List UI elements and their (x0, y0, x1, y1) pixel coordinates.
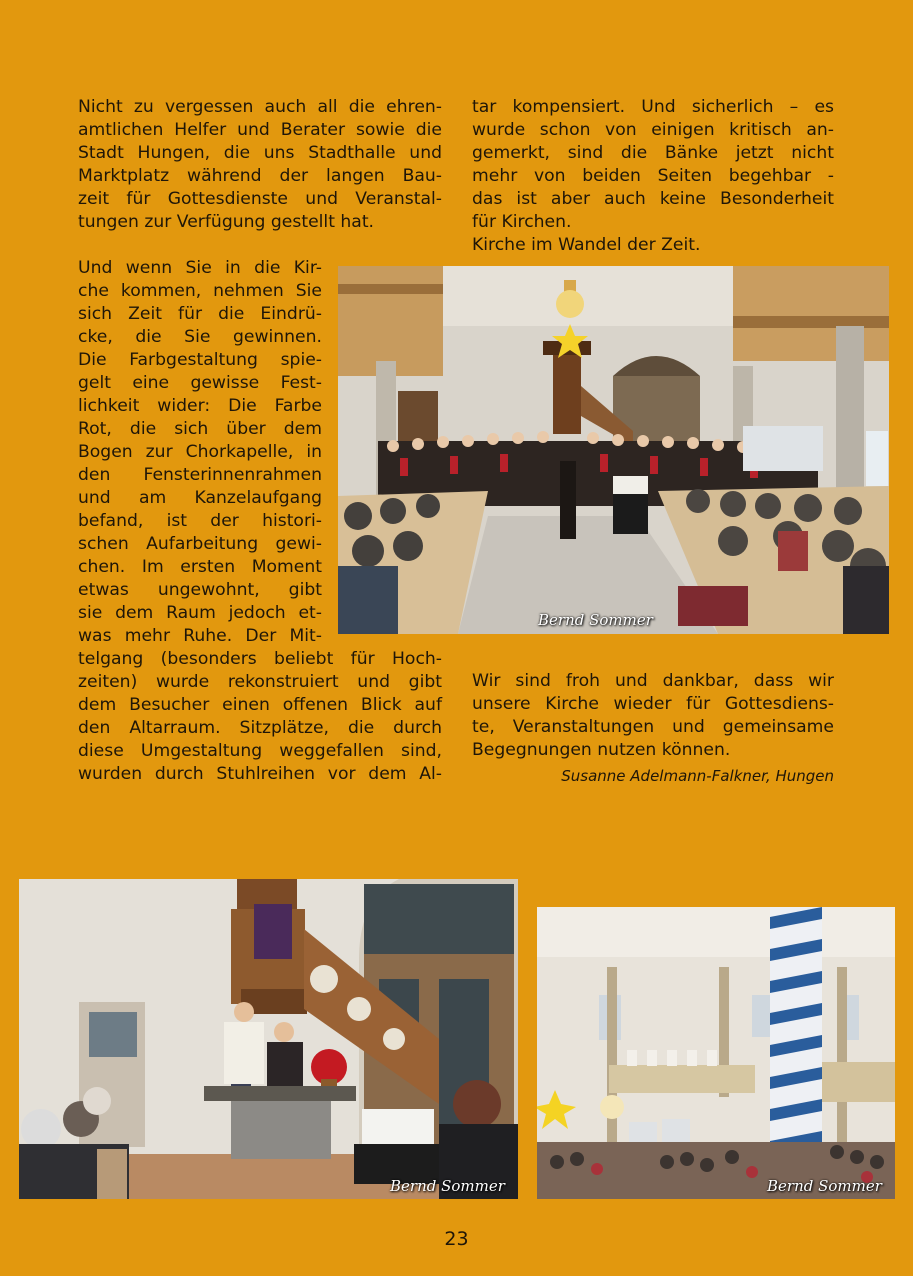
choir-photo-image (338, 266, 889, 634)
text-column-left (78, 96, 442, 234)
paragraph-thanks: Wir sind froh und dankbar, dass wir unsere Kirche wieder für Gottesdiens- te, Veranstaltungen und gemeinsame Begegnungen nutzen können. (472, 671, 834, 760)
gallery-photo-image (537, 907, 895, 1199)
page-number: 23 (444, 1228, 469, 1250)
gallery-photo (537, 907, 895, 1199)
author-signature: Susanne Adelmann-Falkner, Hungen (561, 767, 834, 785)
paragraph-colors: Und wenn Sie in die Kir- che kommen, nehmen Sie sich Zeit für die Eindrü- cke, die Sie gewinnen. Die Farbgestaltung spie- gelt eine gewisse Fest- lichkeit wider: Die Farbe Rot, die sich über dem Bogen zur Chorkapelle, in den Fensterinnenrahmen und am Kanzelaufgang befand, ist der histori- schen Aufarbeitung gewi- chen. Im ersten Moment etwas ungewohnt, gibt sie dem Raum jedoch et- was mehr Ruhe. Der Mit- (78, 258, 322, 646)
photo-credit-gallery: Bernd Sommer (767, 1177, 882, 1195)
choir-photo (338, 266, 889, 634)
paragraph-benches: tar kompensiert. Und sicherlich – es wurde schon von einigen kritisch an- gemerkt, sind die Bänke jetzt nicht mehr von beiden Seiten begehbar - das ist aber auch keine Besonderheit für Kirchen. Kirche im Wandel der Zeit. (472, 97, 834, 255)
altar-photo (19, 879, 518, 1199)
photo-credit-choir: Bernd Sommer (538, 611, 653, 629)
text-column-left-wrap (78, 257, 322, 648)
text-column-right-bottom (472, 670, 834, 762)
paragraph-helpers: Nicht zu vergessen auch all die ehren- amtlichen Helfer und Berater sowie die Stadt Hungen, die uns Stadthalle und Marktplatz während der langen Bau- zeit für Gottesdienste und Veranstal- tungen zur Verfügung gestellt hat. (78, 97, 442, 232)
photo-credit-altar: Bernd Sommer (390, 1177, 505, 1195)
text-column-left-bottom (78, 648, 442, 786)
text-column-right (472, 96, 834, 257)
altar-photo-image (19, 879, 518, 1199)
paragraph-aisle: telgang (besonders beliebt für Hoch- zeiten) wurde rekonstruiert und gibt dem Besucher einen offenen Blick auf den Altarraum. Sitzplätze, die durch diese Umgestaltung weggefallen sind, wurden durch Stuhlreihen vor dem Al- (78, 649, 442, 784)
